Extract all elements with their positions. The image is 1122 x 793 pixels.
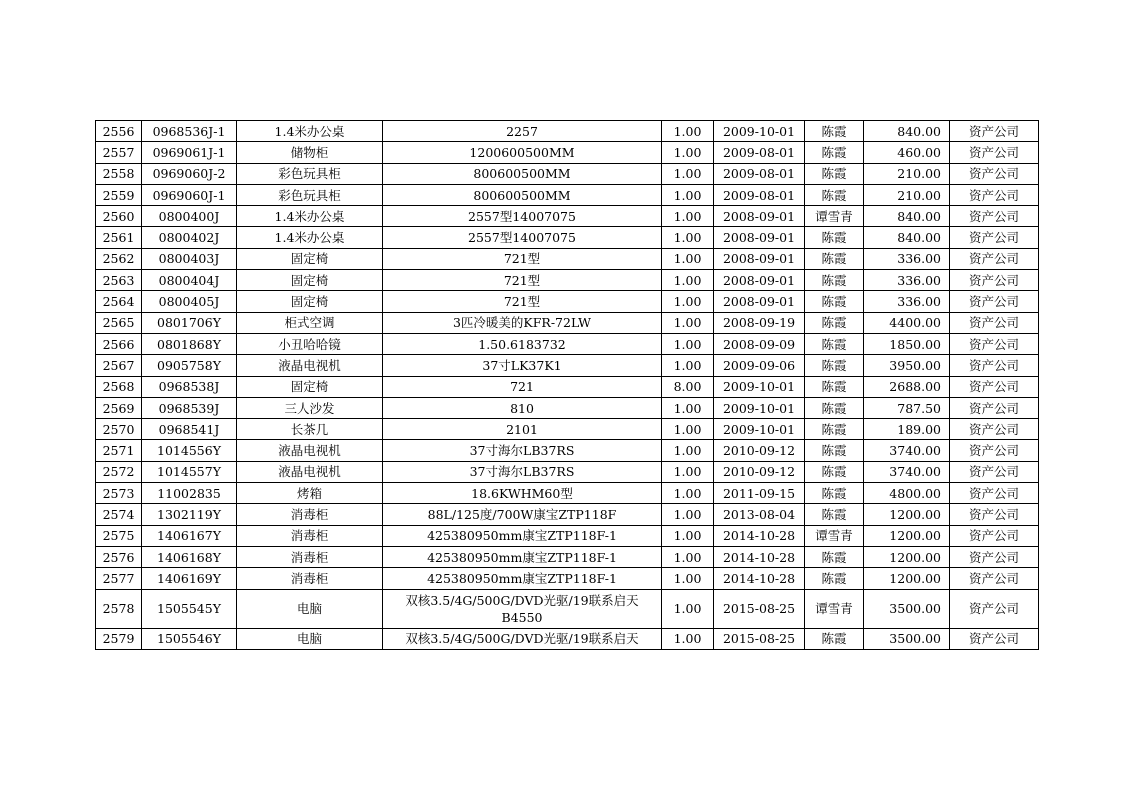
- asset-name-cell: 柜式空调: [237, 312, 383, 333]
- table-row: [96, 440, 1039, 461]
- table-row: [96, 184, 1039, 205]
- asset-code-cell: 1302119Y: [142, 504, 237, 525]
- asset-table: [95, 120, 1039, 650]
- row-number-cell: 2558: [96, 163, 142, 184]
- row-number-cell: 2567: [96, 355, 142, 376]
- quantity-cell: 1.00: [662, 312, 714, 333]
- custodian-cell: 陈霞: [805, 184, 864, 205]
- amount-cell: 336.00: [864, 270, 950, 291]
- quantity-cell: 1.00: [662, 227, 714, 248]
- acquire-date-cell: 2014-10-28: [714, 546, 805, 567]
- owner-unit-cell: 资产公司: [950, 397, 1039, 418]
- amount-cell: 4800.00: [864, 483, 950, 504]
- acquire-date-cell: 2014-10-28: [714, 525, 805, 546]
- acquire-date-cell: 2009-10-01: [714, 419, 805, 440]
- asset-code-cell: 0968536J-1: [142, 121, 237, 142]
- asset-name-cell: 三人沙发: [237, 397, 383, 418]
- asset-name-cell: 电脑: [237, 628, 383, 649]
- acquire-date-cell: 2015-08-25: [714, 589, 805, 628]
- amount-cell: 210.00: [864, 184, 950, 205]
- acquire-date-cell: 2014-10-28: [714, 568, 805, 589]
- acquire-date-cell: 2008-09-01: [714, 291, 805, 312]
- amount-cell: 336.00: [864, 291, 950, 312]
- amount-cell: 3740.00: [864, 461, 950, 482]
- asset-code-cell: 1505546Y: [142, 628, 237, 649]
- custodian-cell: 陈霞: [805, 568, 864, 589]
- row-number-cell: 2568: [96, 376, 142, 397]
- asset-code-cell: 1406167Y: [142, 525, 237, 546]
- table-row: [96, 142, 1039, 163]
- acquire-date-cell: 2015-08-25: [714, 628, 805, 649]
- asset-spec-cell: 721型: [383, 248, 662, 269]
- quantity-cell: 1.00: [662, 355, 714, 376]
- quantity-cell: 1.00: [662, 419, 714, 440]
- custodian-cell: 陈霞: [805, 355, 864, 376]
- asset-name-cell: 消毒柜: [237, 504, 383, 525]
- owner-unit-cell: 资产公司: [950, 568, 1039, 589]
- asset-name-cell: 彩色玩具柜: [237, 184, 383, 205]
- table-row: [96, 270, 1039, 291]
- asset-spec-cell: 37寸LK37K1: [383, 355, 662, 376]
- owner-unit-cell: 资产公司: [950, 248, 1039, 269]
- asset-name-cell: 1.4米办公桌: [237, 206, 383, 227]
- asset-spec-cell: 721: [383, 376, 662, 397]
- owner-unit-cell: 资产公司: [950, 163, 1039, 184]
- amount-cell: 787.50: [864, 397, 950, 418]
- table-row: [96, 206, 1039, 227]
- asset-name-cell: 烤箱: [237, 483, 383, 504]
- quantity-cell: 8.00: [662, 376, 714, 397]
- asset-spec-cell: 88L/125度/700W康宝ZTP118F: [383, 504, 662, 525]
- asset-code-cell: 0968541J: [142, 419, 237, 440]
- amount-cell: 840.00: [864, 227, 950, 248]
- asset-spec-cell: 1200600500MM: [383, 142, 662, 163]
- acquire-date-cell: 2008-09-01: [714, 270, 805, 291]
- asset-code-cell: 0969061J-1: [142, 142, 237, 163]
- custodian-cell: 谭雪青: [805, 589, 864, 628]
- owner-unit-cell: 资产公司: [950, 142, 1039, 163]
- row-number-cell: 2569: [96, 397, 142, 418]
- acquire-date-cell: 2013-08-04: [714, 504, 805, 525]
- table-row: [96, 525, 1039, 546]
- custodian-cell: 陈霞: [805, 227, 864, 248]
- owner-unit-cell: 资产公司: [950, 270, 1039, 291]
- asset-code-cell: 1406168Y: [142, 546, 237, 567]
- acquire-date-cell: 2009-09-06: [714, 355, 805, 376]
- asset-spec-cell: 2557型14007075: [383, 227, 662, 248]
- owner-unit-cell: 资产公司: [950, 312, 1039, 333]
- custodian-cell: 陈霞: [805, 142, 864, 163]
- row-number-cell: 2561: [96, 227, 142, 248]
- quantity-cell: 1.00: [662, 546, 714, 567]
- owner-unit-cell: 资产公司: [950, 184, 1039, 205]
- quantity-cell: 1.00: [662, 397, 714, 418]
- acquire-date-cell: 2008-09-19: [714, 312, 805, 333]
- amount-cell: 4400.00: [864, 312, 950, 333]
- quantity-cell: 1.00: [662, 184, 714, 205]
- asset-spec-cell: 37寸海尔LB37RS: [383, 461, 662, 482]
- asset-code-cell: 0800402J: [142, 227, 237, 248]
- acquire-date-cell: 2011-09-15: [714, 483, 805, 504]
- asset-name-cell: 彩色玩具柜: [237, 163, 383, 184]
- asset-spec-cell: 3匹冷暖美的KFR-72LW: [383, 312, 662, 333]
- acquire-date-cell: 2008-09-01: [714, 206, 805, 227]
- acquire-date-cell: 2009-10-01: [714, 397, 805, 418]
- asset-spec-cell: 37寸海尔LB37RS: [383, 440, 662, 461]
- table-row: [96, 248, 1039, 269]
- table-row: [96, 227, 1039, 248]
- asset-spec-cell: 810: [383, 397, 662, 418]
- row-number-cell: 2566: [96, 333, 142, 354]
- row-number-cell: 2565: [96, 312, 142, 333]
- acquire-date-cell: 2009-08-01: [714, 184, 805, 205]
- table-row: [96, 568, 1039, 589]
- custodian-cell: 陈霞: [805, 312, 864, 333]
- amount-cell: 3500.00: [864, 628, 950, 649]
- amount-cell: 840.00: [864, 121, 950, 142]
- amount-cell: 189.00: [864, 419, 950, 440]
- amount-cell: 3500.00: [864, 589, 950, 628]
- table-row: [96, 355, 1039, 376]
- asset-code-cell: 0968539J: [142, 397, 237, 418]
- asset-name-cell: 消毒柜: [237, 525, 383, 546]
- row-number-cell: 2578: [96, 589, 142, 628]
- amount-cell: 2688.00: [864, 376, 950, 397]
- quantity-cell: 1.00: [662, 333, 714, 354]
- asset-code-cell: 0800403J: [142, 248, 237, 269]
- row-number-cell: 2579: [96, 628, 142, 649]
- asset-name-cell: 固定椅: [237, 270, 383, 291]
- owner-unit-cell: 资产公司: [950, 483, 1039, 504]
- asset-rows: [96, 121, 1039, 650]
- quantity-cell: 1.00: [662, 206, 714, 227]
- amount-cell: 1850.00: [864, 333, 950, 354]
- row-number-cell: 2560: [96, 206, 142, 227]
- table-row: [96, 483, 1039, 504]
- acquire-date-cell: 2010-09-12: [714, 461, 805, 482]
- owner-unit-cell: 资产公司: [950, 589, 1039, 628]
- quantity-cell: 1.00: [662, 504, 714, 525]
- amount-cell: 1200.00: [864, 525, 950, 546]
- amount-cell: 3950.00: [864, 355, 950, 376]
- acquire-date-cell: 2009-08-01: [714, 163, 805, 184]
- table-row: [96, 376, 1039, 397]
- asset-code-cell: 0801868Y: [142, 333, 237, 354]
- asset-spec-cell: 425380950mm康宝ZTP118F-1: [383, 568, 662, 589]
- custodian-cell: 陈霞: [805, 546, 864, 567]
- amount-cell: 1200.00: [864, 568, 950, 589]
- asset-spec-cell: 721型: [383, 270, 662, 291]
- asset-spec-cell: 2557型14007075: [383, 206, 662, 227]
- row-number-cell: 2562: [96, 248, 142, 269]
- owner-unit-cell: 资产公司: [950, 504, 1039, 525]
- owner-unit-cell: 资产公司: [950, 206, 1039, 227]
- acquire-date-cell: 2008-09-01: [714, 248, 805, 269]
- table-row: [96, 397, 1039, 418]
- asset-name-cell: 储物柜: [237, 142, 383, 163]
- custodian-cell: 谭雪青: [805, 525, 864, 546]
- asset-spec-cell: 721型: [383, 291, 662, 312]
- custodian-cell: 陈霞: [805, 461, 864, 482]
- asset-code-cell: 0969060J-1: [142, 184, 237, 205]
- asset-code-cell: 1014557Y: [142, 461, 237, 482]
- row-number-cell: 2564: [96, 291, 142, 312]
- row-number-cell: 2556: [96, 121, 142, 142]
- owner-unit-cell: 资产公司: [950, 546, 1039, 567]
- acquire-date-cell: 2009-10-01: [714, 121, 805, 142]
- owner-unit-cell: 资产公司: [950, 440, 1039, 461]
- custodian-cell: 陈霞: [805, 628, 864, 649]
- asset-spec-cell: 双核3.5/4G/500G/DVD光驱/19联系启天: [383, 628, 662, 649]
- asset-code-cell: 1014556Y: [142, 440, 237, 461]
- asset-code-cell: 0800405J: [142, 291, 237, 312]
- custodian-cell: 陈霞: [805, 270, 864, 291]
- asset-name-cell: 小丑哈哈镜: [237, 333, 383, 354]
- row-number-cell: 2573: [96, 483, 142, 504]
- asset-name-cell: 电脑: [237, 589, 383, 628]
- asset-code-cell: 0800404J: [142, 270, 237, 291]
- asset-name-cell: 固定椅: [237, 376, 383, 397]
- owner-unit-cell: 资产公司: [950, 121, 1039, 142]
- amount-cell: 210.00: [864, 163, 950, 184]
- table-row: [96, 546, 1039, 567]
- asset-name-cell: 1.4米办公桌: [237, 227, 383, 248]
- amount-cell: 1200.00: [864, 546, 950, 567]
- owner-unit-cell: 资产公司: [950, 376, 1039, 397]
- asset-name-cell: 1.4米办公桌: [237, 121, 383, 142]
- asset-code-cell: 0969060J-2: [142, 163, 237, 184]
- asset-code-cell: 0801706Y: [142, 312, 237, 333]
- custodian-cell: 陈霞: [805, 376, 864, 397]
- amount-cell: 336.00: [864, 248, 950, 269]
- asset-spec-cell: 425380950mm康宝ZTP118F-1: [383, 546, 662, 567]
- row-number-cell: 2572: [96, 461, 142, 482]
- table-row: [96, 291, 1039, 312]
- asset-code-cell: 0800400J: [142, 206, 237, 227]
- asset-spec-cell: 1.50.6183732: [383, 333, 662, 354]
- quantity-cell: 1.00: [662, 291, 714, 312]
- quantity-cell: 1.00: [662, 248, 714, 269]
- row-number-cell: 2570: [96, 419, 142, 440]
- table-row: [96, 333, 1039, 354]
- acquire-date-cell: 2008-09-09: [714, 333, 805, 354]
- asset-name-cell: 液晶电视机: [237, 440, 383, 461]
- acquire-date-cell: 2009-10-01: [714, 376, 805, 397]
- asset-spec-cell: 2101: [383, 419, 662, 440]
- asset-name-cell: 消毒柜: [237, 546, 383, 567]
- custodian-cell: 陈霞: [805, 291, 864, 312]
- quantity-cell: 1.00: [662, 163, 714, 184]
- amount-cell: 460.00: [864, 142, 950, 163]
- row-number-cell: 2575: [96, 525, 142, 546]
- owner-unit-cell: 资产公司: [950, 291, 1039, 312]
- acquire-date-cell: 2008-09-01: [714, 227, 805, 248]
- asset-spec-cell: 18.6KWHM60型: [383, 483, 662, 504]
- owner-unit-cell: 资产公司: [950, 461, 1039, 482]
- table-row: [96, 121, 1039, 142]
- owner-unit-cell: 资产公司: [950, 355, 1039, 376]
- row-number-cell: 2571: [96, 440, 142, 461]
- asset-name-cell: 固定椅: [237, 248, 383, 269]
- asset-code-cell: 0905758Y: [142, 355, 237, 376]
- row-number-cell: 2557: [96, 142, 142, 163]
- custodian-cell: 陈霞: [805, 440, 864, 461]
- acquire-date-cell: 2009-08-01: [714, 142, 805, 163]
- quantity-cell: 1.00: [662, 121, 714, 142]
- asset-spec-cell: 2257: [383, 121, 662, 142]
- table-row: [96, 163, 1039, 184]
- asset-spec-cell: 双核3.5/4G/500G/DVD光驱/19联系启天B4550: [383, 589, 662, 628]
- owner-unit-cell: 资产公司: [950, 419, 1039, 440]
- quantity-cell: 1.00: [662, 525, 714, 546]
- acquire-date-cell: 2010-09-12: [714, 440, 805, 461]
- asset-spec-cell: 800600500MM: [383, 163, 662, 184]
- custodian-cell: 陈霞: [805, 419, 864, 440]
- amount-cell: 840.00: [864, 206, 950, 227]
- asset-name-cell: 液晶电视机: [237, 355, 383, 376]
- owner-unit-cell: 资产公司: [950, 333, 1039, 354]
- quantity-cell: 1.00: [662, 628, 714, 649]
- quantity-cell: 1.00: [662, 568, 714, 589]
- quantity-cell: 1.00: [662, 461, 714, 482]
- quantity-cell: 1.00: [662, 483, 714, 504]
- amount-cell: 3740.00: [864, 440, 950, 461]
- owner-unit-cell: 资产公司: [950, 628, 1039, 649]
- asset-spec-cell: 425380950mm康宝ZTP118F-1: [383, 525, 662, 546]
- quantity-cell: 1.00: [662, 440, 714, 461]
- amount-cell: 1200.00: [864, 504, 950, 525]
- row-number-cell: 2577: [96, 568, 142, 589]
- custodian-cell: 陈霞: [805, 121, 864, 142]
- asset-name-cell: 消毒柜: [237, 568, 383, 589]
- asset-code-cell: 1406169Y: [142, 568, 237, 589]
- asset-spec-cell: 800600500MM: [383, 184, 662, 205]
- asset-code-cell: 1505545Y: [142, 589, 237, 628]
- table-row: [96, 312, 1039, 333]
- owner-unit-cell: 资产公司: [950, 227, 1039, 248]
- table-row: [96, 461, 1039, 482]
- custodian-cell: 陈霞: [805, 163, 864, 184]
- row-number-cell: 2574: [96, 504, 142, 525]
- asset-code-cell: 0968538J: [142, 376, 237, 397]
- asset-name-cell: 固定椅: [237, 291, 383, 312]
- custodian-cell: 陈霞: [805, 248, 864, 269]
- quantity-cell: 1.00: [662, 270, 714, 291]
- asset-code-cell: 11002835: [142, 483, 237, 504]
- quantity-cell: 1.00: [662, 589, 714, 628]
- asset-name-cell: 长茶几: [237, 419, 383, 440]
- table-row: [96, 419, 1039, 440]
- custodian-cell: 谭雪青: [805, 206, 864, 227]
- owner-unit-cell: 资产公司: [950, 525, 1039, 546]
- row-number-cell: 2563: [96, 270, 142, 291]
- row-number-cell: 2559: [96, 184, 142, 205]
- asset-name-cell: 液晶电视机: [237, 461, 383, 482]
- table-row: [96, 504, 1039, 525]
- custodian-cell: 陈霞: [805, 397, 864, 418]
- custodian-cell: 陈霞: [805, 483, 864, 504]
- custodian-cell: 陈霞: [805, 504, 864, 525]
- custodian-cell: 陈霞: [805, 333, 864, 354]
- table-row: [96, 589, 1039, 628]
- row-number-cell: 2576: [96, 546, 142, 567]
- table-row: [96, 628, 1039, 649]
- quantity-cell: 1.00: [662, 142, 714, 163]
